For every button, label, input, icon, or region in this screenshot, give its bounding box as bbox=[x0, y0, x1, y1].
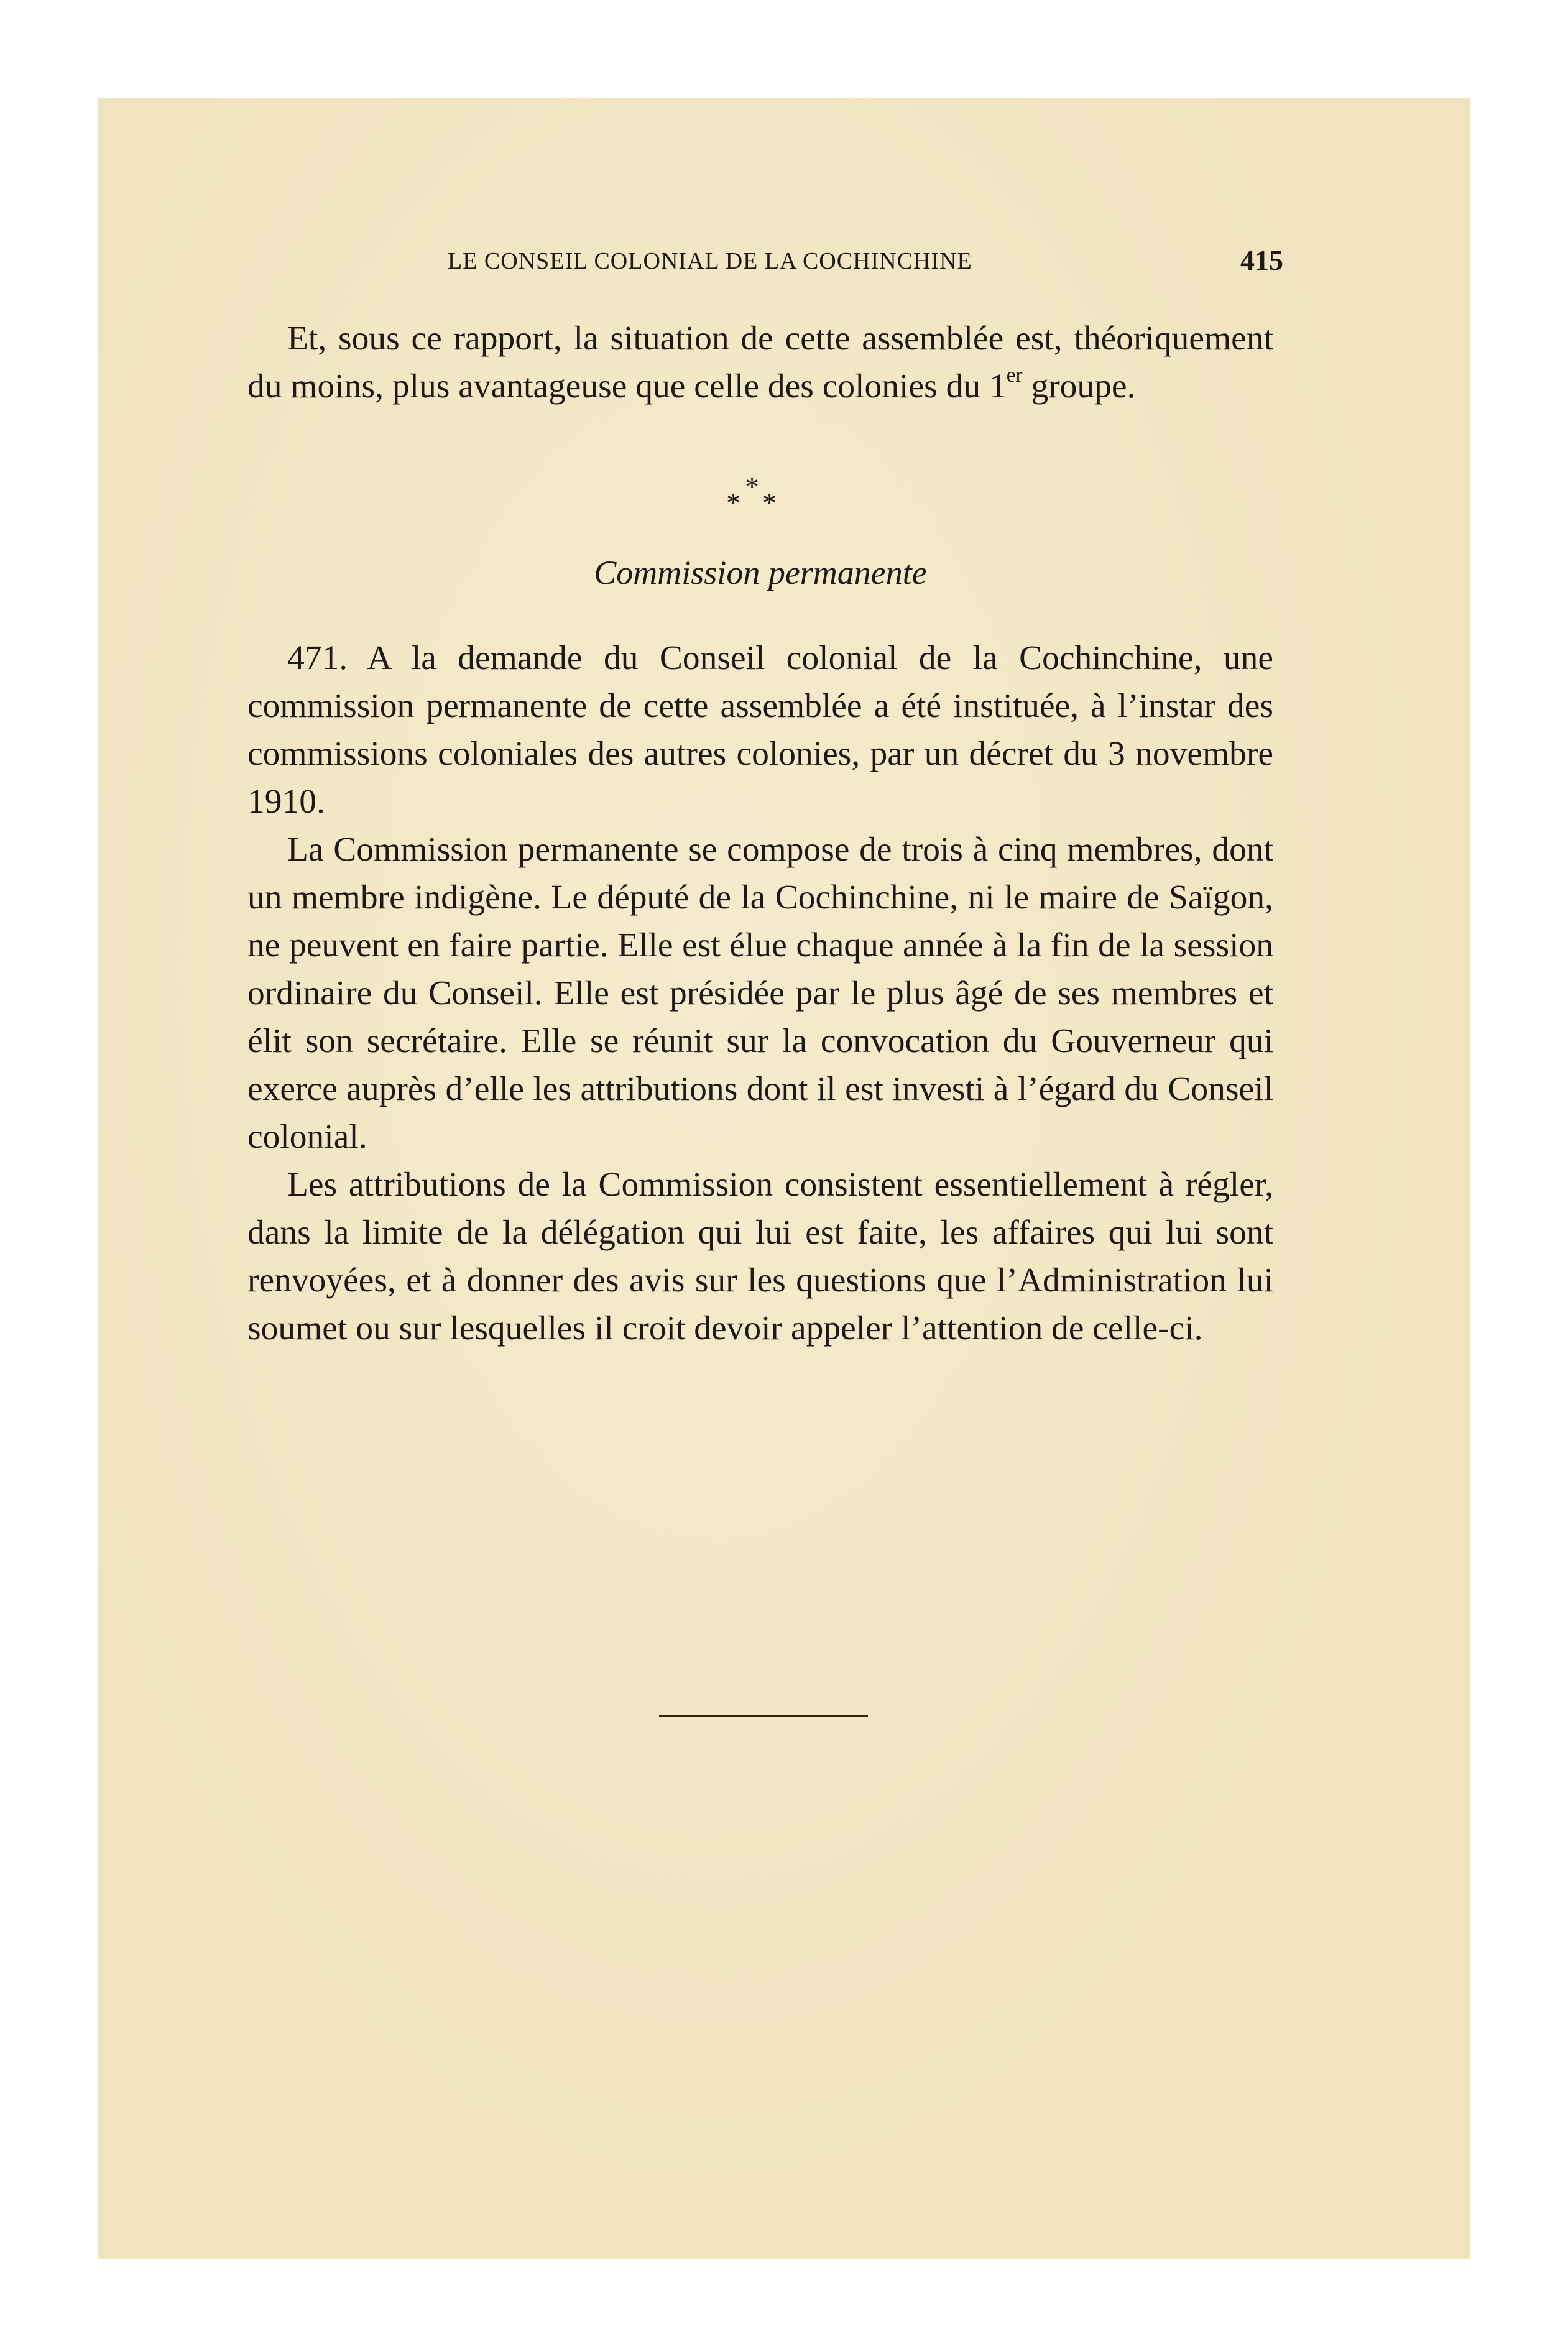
intro-text bbox=[247, 315, 1273, 410]
running-title: LE CONSEIL COLONIAL DE LA COCHINCHINE bbox=[448, 248, 972, 274]
ordinal-superscript: er bbox=[1006, 364, 1023, 387]
end-rule-divider bbox=[659, 1715, 868, 1717]
paragraph: Les attributions de la Commission consistent essentiellement à régler, dans la limite de la délégation qui lui est faite, les affaires qui lui sont renvoyées, et à donner des avis sur les questions que l’Administration lui soumet ou sur lesquelles il croit devoir appeler l’attention de celle-ci. bbox=[247, 1166, 1273, 1347]
intro-text-main: Et, sous ce rapport, la situation de cette assemblée est, théoriquement du moins, plus avantageuse que celle des colonies du 1 bbox=[247, 320, 1273, 405]
asterism-star: * bbox=[762, 487, 777, 519]
paragraph: 471. A la demande du Conseil colonial de la Cochinchine, une commission permanente de cette assemblée a été instituée, à l’instar des commissions coloniales des autres colonies, par un décret du 3 novembre 1910. bbox=[247, 639, 1273, 821]
section-heading: Commission permanente bbox=[594, 554, 927, 591]
page-number: 415 bbox=[1240, 244, 1283, 276]
paragraph: La Commission permanente se compose de trois à cinq membres, dont un membre indigène. Le député de la Cochinchine, ni le maire de Saïgon, ne peuvent en faire partie. Elle est élue chaque année à la fin de la session ordinaire du Conseil. Elle est présidée par le plus âgé de ses membres et élit son secrétaire. Elle se réunit sur la convocation du Gouverneur qui exerce auprès d’elle les attributions dont il est investi à l’égard du Conseil colonial. bbox=[247, 831, 1273, 1156]
intro-paragraph bbox=[247, 315, 1273, 410]
section-body bbox=[247, 634, 1273, 1352]
asterism-separator bbox=[726, 471, 782, 519]
intro-text-end: groupe. bbox=[1022, 367, 1136, 405]
asterism-star: * bbox=[745, 471, 759, 502]
running-header bbox=[351, 244, 1283, 279]
asterism-star: * bbox=[726, 487, 740, 519]
